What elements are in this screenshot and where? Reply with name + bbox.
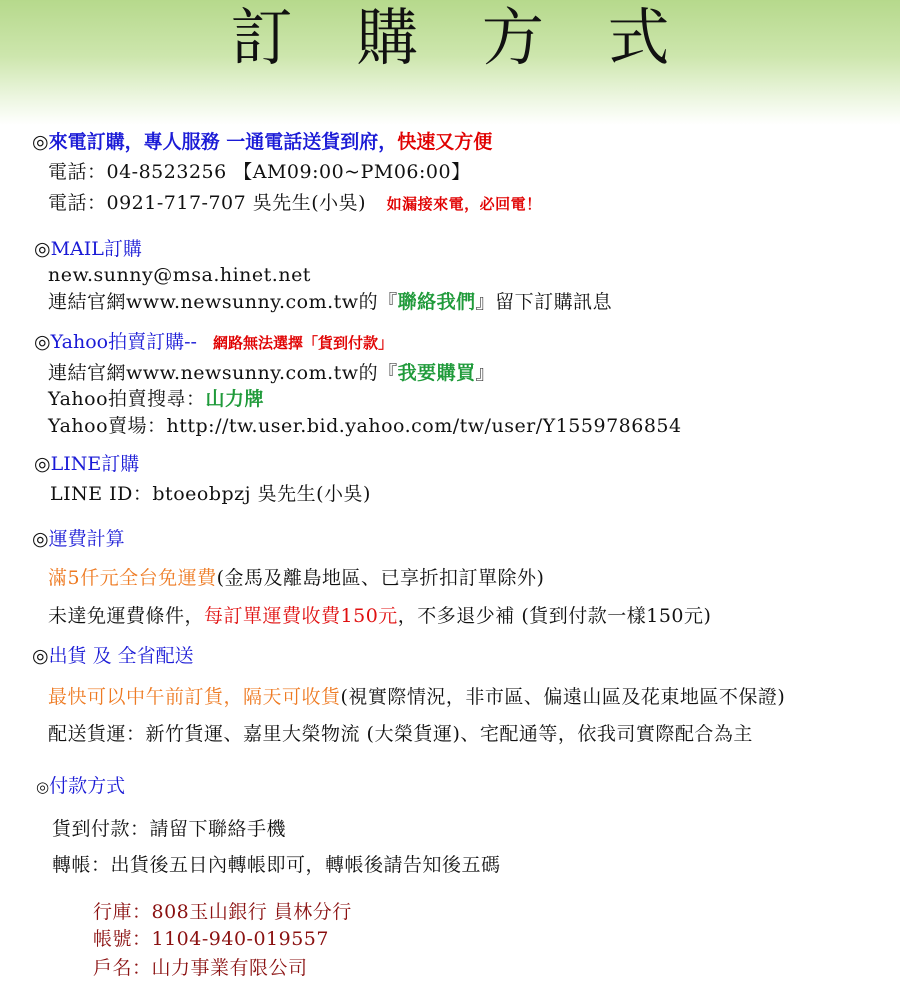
yahoo-line-1-pre: 連結官網www.newsunny.com.tw的『 [48, 362, 398, 384]
brand-name: 山力牌 [205, 388, 265, 410]
mail-line-2 [48, 291, 612, 313]
bullet-mark: ◎ [32, 645, 49, 667]
free-shipping-exceptions: (金馬及離島地區、已享折扣訂單除外) [216, 567, 545, 589]
page-title: 訂 購 方 式 [230, 1, 692, 74]
yahoo-line-2 [48, 388, 264, 410]
shipping-fee-highlight: 每訂單運費收費150元 [204, 605, 398, 627]
yahoo-cod-note: 網路無法選擇「貨到付款」 [213, 334, 394, 352]
bullet-mark: ◎ [34, 331, 51, 353]
section-shipping-header [32, 528, 125, 550]
line-header-text: LINE訂購 [50, 453, 140, 475]
yahoo-store-url[interactable]: Yahoo賣場：http://tw.user.bid.yahoo.com/tw/user/Y1559786854 [48, 415, 682, 437]
bullet-mark: ◎ [34, 238, 51, 260]
bullet-mark: ◎ [36, 778, 50, 796]
buy-now-link[interactable]: 我要購買 [397, 362, 476, 384]
shipping-line-2-post: ，不多退少補 (貨到付款一樣150元) [397, 605, 712, 627]
phone-line-2 [48, 192, 542, 215]
section-delivery-header [32, 645, 194, 667]
phone-header-text: 來電訂購，專人服務 一通電話送貨到府， [48, 131, 398, 153]
contact-us-link[interactable]: 聯絡我們 [397, 291, 476, 313]
bullet-mark: ◎ [32, 528, 49, 550]
title-banner [0, 0, 900, 125]
phone-header-highlight: 快速又方便 [397, 131, 493, 153]
mail-address[interactable]: new.sunny@msa.hinet.net [48, 264, 311, 286]
delivery-line-1 [48, 686, 785, 708]
section-line-header [34, 453, 139, 475]
payment-cod: 貨到付款：請留下聯絡手機 [52, 818, 287, 840]
delivery-header-text: 出貨 及 全省配送 [48, 645, 194, 667]
payment-header-text: 付款方式 [49, 775, 126, 797]
yahoo-header-text: Yahoo拍賣訂購-- [50, 331, 197, 353]
mail-header-text: MAIL訂購 [50, 238, 142, 260]
yahoo-line-1 [48, 362, 495, 384]
mail-line-2-pre: 連結官網www.newsunny.com.tw的『 [48, 291, 398, 313]
next-day-exceptions: (視實際情況，非市區、偏遠山區及花東地區不保證) [340, 686, 786, 708]
shipping-line-2-pre: 未達免運費條件， [48, 605, 205, 627]
shipping-line-1 [48, 567, 544, 589]
account-holder: 戶名：山力事業有限公司 [93, 957, 308, 979]
phone-line-1: 電話：04-8523256 【AM09:00~PM06:00】 [48, 161, 471, 183]
bullet-mark: ◎ [32, 131, 49, 153]
yahoo-search-label: Yahoo拍賣搜尋： [48, 388, 206, 410]
mail-line-2-post: 』留下訂購訊息 [475, 291, 613, 313]
phone-callback-note: 如漏接來電，必回電！ [386, 195, 542, 213]
bank-name: 行庫：808玉山銀行 員林分行 [93, 901, 352, 923]
free-shipping-highlight: 滿5仟元全台免運費 [48, 567, 217, 589]
next-day-highlight: 最快可以中午前訂貨，隔天可收貨 [48, 686, 341, 708]
payment-transfer: 轉帳：出貨後五日內轉帳即可，轉帳後請告知後五碼 [52, 854, 501, 876]
yahoo-line-1-post: 』 [475, 362, 496, 384]
line-id: LINE ID：btoeobpzj 吳先生(小吳) [50, 483, 371, 505]
bank-account: 帳號：1104-940-019557 [93, 928, 329, 950]
phone-line-2-text: 電話：0921-717-707 吳先生(小吳) [48, 192, 367, 214]
section-payment-header [36, 775, 125, 798]
shipping-header-text: 運費計算 [48, 528, 125, 550]
section-yahoo-header [34, 331, 393, 354]
section-mail-header [34, 238, 142, 260]
bullet-mark: ◎ [34, 453, 51, 475]
section-phone-header [32, 131, 492, 153]
delivery-line-2: 配送貨運：新竹貨運、嘉里大榮物流 (大榮貨運)、宅配通等，依我司實際配合為主 [48, 723, 753, 745]
shipping-line-2 [48, 605, 711, 627]
